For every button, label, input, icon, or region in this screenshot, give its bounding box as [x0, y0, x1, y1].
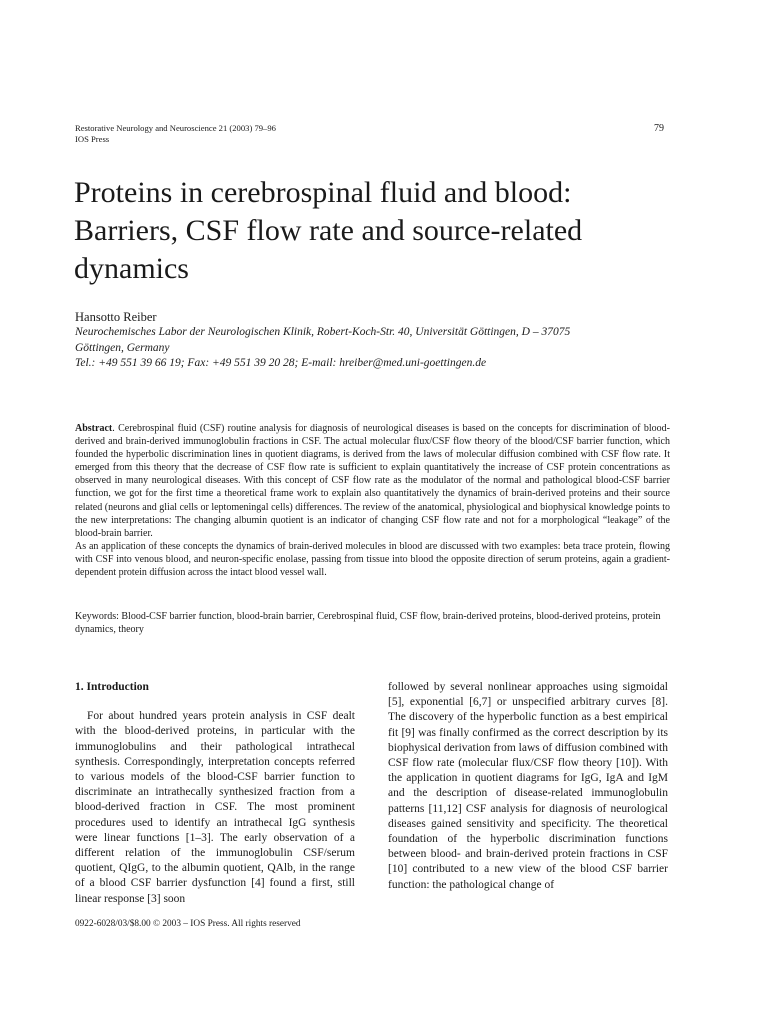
abstract	[75, 422, 670, 579]
affiliation-city: Göttingen, Germany	[75, 341, 170, 354]
right-column	[388, 680, 668, 893]
author-name: Hansotto Reiber	[75, 310, 157, 324]
title-line: Proteins in cerebrospinal fluid and blood:	[74, 176, 572, 209]
section-heading: 1. Introduction	[75, 681, 149, 693]
title-line: dynamics	[74, 252, 189, 285]
intro-paragraph-continued: followed by several nonlinear approaches using sigmoidal [5], exponential [6,7] or unspecified arbitrary curves [8]. The discovery of the hyperbolic function as a best empirical fit [9] was finally confirmed as the correct description by its biophysical derivation from laws of diffusion combined with CSF flow rate (molecular flux/CSF flow theory [10]). With the application in quotient diagrams for IgG, IgA and IgM and the description of disease-related immunoglobulin patterns [11,12] CSF analysis for diagnosis of neurological diseases gained sensitivity and specificity. The theoretical foundation of the hyperbolic discrimination functions between blood- and brain-derived protein fractions in CSF [10] contributed to a new view of the blood CSF barrier function: the pathological change of	[388, 681, 668, 891]
journal-header	[75, 123, 276, 145]
affiliation-address: Neurochemisches Labor der Neurologischen Klinik, Robert-Koch-Str. 40, Universität Göttingen, D – 37075	[75, 326, 571, 338]
contact-info: Tel.: +49 551 39 66 19; Fax: +49 551 39 20 28; E-mail: hreiber@med.uni-goettingen.de	[75, 357, 487, 369]
abstract-label: Abstract	[75, 423, 113, 434]
abstract-text: . Cerebrospinal fluid (CSF) routine analysis for diagnosis of neurological diseases is based on the concepts for discrimination of blood-derived and brain-derived immunoglobulin fractions in CSF. The actual molecular flux/CSF flow theory of the blood/CSF barrier function, which founded the hyperbolic discrimination lines in quotient diagrams, is derived from the laws of molecular diffusion combined with CSF flow rate. It emerged from this theory that the decrease of CSF flow rate is sufficient to explain quantitatively the increase of CSF protein concentrations as observed in many neurological diseases. With this concept of CSF flow rate as the modulator of the normal and pathological blood-CSF barrier function, we got for the first time a theoretical frame work to explain also quantitatively the dynamics of brain-derived proteins and their source related (neurons and glial cells or leptomeningal cells) differences. The review of the anatomical, physiological and biophysical knowledge points to the new interpretations: The changing albumin quotient is an indicator of changing CSF flow rate and not for a morphological “leakage” of the blood-brain barrier.	[75, 423, 670, 539]
abstract-paragraph-2: As an application of these concepts the dynamics of brain-derived molecules in blood are discussed with two examples: beta trace protein, flowing with CSF into venous blood, and neuron-specific enolase, passing from tissue into blood the opposite direction of serum proteins, again a gradient-dependent protein diffusion across the intact blood vessel wall.	[75, 540, 670, 579]
title-line: Barriers, CSF flow rate and source-related	[74, 214, 583, 247]
publisher: IOS Press	[75, 134, 110, 144]
intro-paragraph: For about hundred years protein analysis in CSF dealt with the blood-derived proteins, in particular with the immunoglobulins and their pathological intrathecal synthesis. Correspondingly, interpretation concepts referred to various models of the blood-CSF barrier function to discriminate an intrathecally synthesized fraction from a blood-derived fraction in CSF. The most prominent procedures used to identify an intrathecal IgG synthesis were linear functions [1–3]. The early observation of a different relation of the immunoglobulin CSF/serum quotient, QIgG, to the albumin quotient, QAlb, in the range of a blood CSF barrier dysfunction [4] found a first, still linear response [3] soon	[75, 710, 355, 905]
paper-title	[74, 174, 694, 288]
author-affiliation	[75, 325, 675, 372]
copyright-footer: 0922-6028/03/$8.00 © 2003 – IOS Press. All rights reserved	[75, 919, 301, 929]
abstract-paragraph	[75, 422, 670, 540]
keywords: Keywords: Blood-CSF barrier function, blood-brain barrier, Cerebrospinal fluid, CSF flow, brain-derived proteins, blood-derived proteins, protein dynamics, theory	[75, 611, 661, 636]
page-number: 79	[654, 123, 664, 134]
left-column	[75, 680, 355, 907]
journal-citation: Restorative Neurology and Neuroscience 21 (2003) 79–96	[75, 123, 276, 133]
